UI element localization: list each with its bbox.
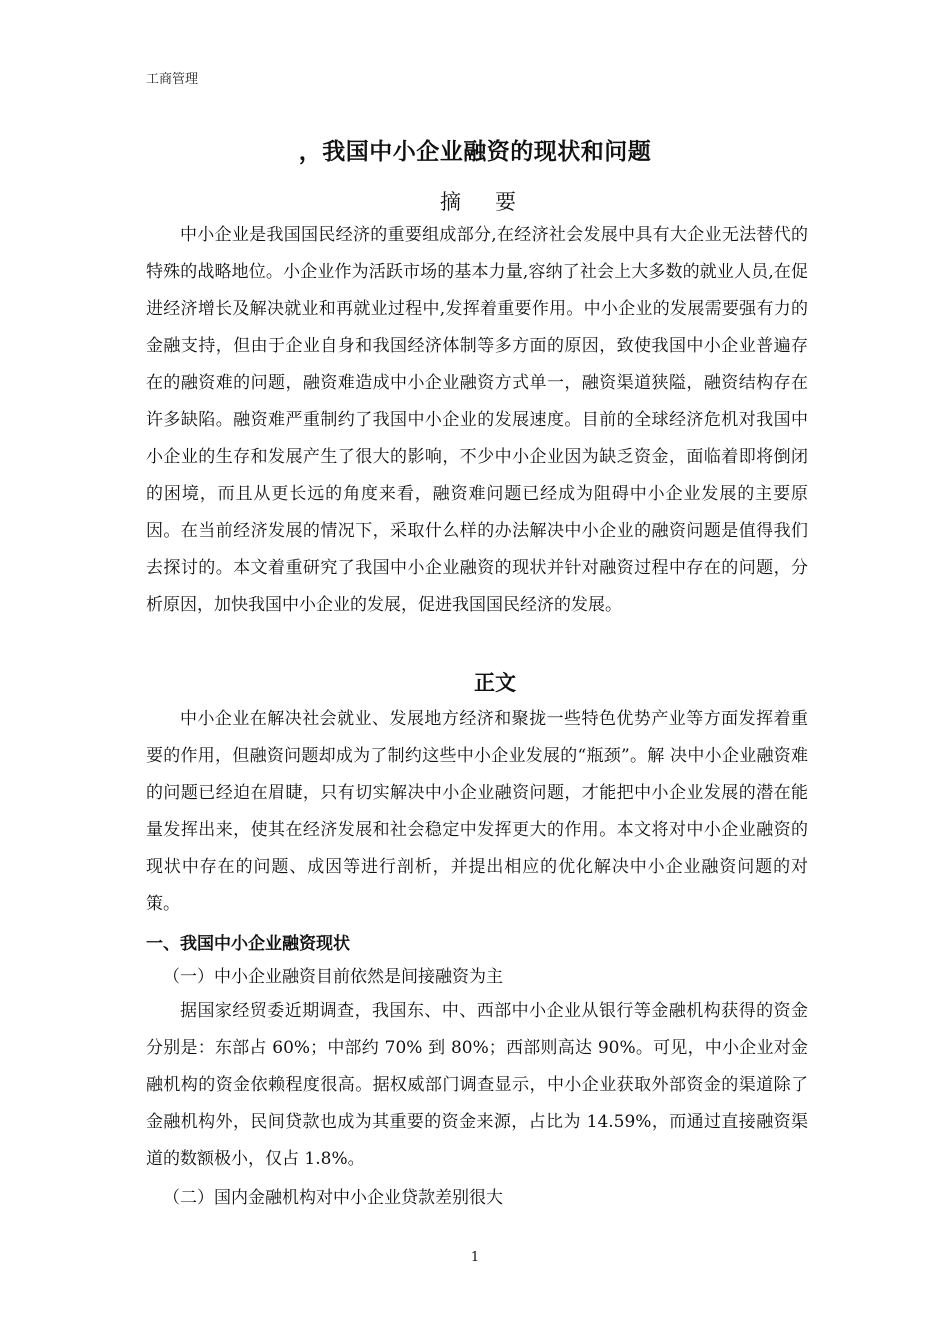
subsection-1-heading: （一）中小企业融资目前依然是间接融资为主 <box>163 967 503 987</box>
subsection-2-heading: （二）国内金融机构对中小企业贷款差别很大 <box>163 1188 503 1208</box>
document-title: ，我国中小企业融资的现状和问题 <box>298 139 652 165</box>
body-heading: 正文 <box>474 671 516 695</box>
page-number: 1 <box>470 1250 480 1265</box>
abstract-heading <box>0 186 950 216</box>
subsection-1-paragraph: 据国家经贸委近期调查，我国东、中、西部中小企业从银行等金融机构获得的资金分别是：东部占 60%；中部约 70% 到 80%；西部则高达 90%。可见，中小企业对金融机构的资金依赖程度很高。据权威部门调查显示，中小企业获取外部资金的渠道除了金融机构外，民间贷款也成为其重要的资金来源，占比为 14.59%，而通过直接融资渠道的数额极小，仅占 1.8%。 <box>146 1001 808 1169</box>
abstract-heading-text: 摘要 <box>440 190 550 214</box>
section-1-heading: 一、我国中小企业融资现状 <box>146 934 350 954</box>
document-header: 工商管理 <box>146 72 199 87</box>
abstract-paragraph: 中小企业是我国国民经济的重要组成部分,在经济社会发展中具有大企业无法替代的特殊的战略地位。小企业作为活跃市场的基本力量,容纳了社会上大多数的就业人员,在促进经济增长及解决就业和再就业过程中,发挥着重要作用。中小企业的发展需要强有力的金融支持，但由于企业自身和我国经济体制等多方面的原因，致使我国中小企业普遍存在的融资难的问题，融资难造成中小企业融资方式单一，融资渠道狭隘，融资结构存在许多缺陷。融资难严重制约了我国中小企业的发展速度。目前的全球经济危机对我国中小企业的生存和发展产生了很大的影响，不少中小企业因为缺乏资金，面临着即将倒闭的困境，而且从更长远的角度来看，融资难问题已经成为阻碍中小企业发展的主要原因。在当前经济发展的情况下，采取什么样的办法解决中小企业的融资问题是值得我们去探讨的。本文着重研究了我国中小企业融资的现状并针对融资过程中存在的问题，分析原因，加快我国中小企业的发展，促进我国国民经济的发展。 <box>146 225 808 615</box>
body-intro-paragraph: 中小企业在解决社会就业、发展地方经济和聚拢一些特色优势产业等方面发挥着重要的作用，但融资问题却成为了制约这些中小企业发展的“瓶颈”。解 决中小企业融资难的问题已经迫在眉睫，只有切实解决中小企业融资问题，才能把中小企业发展的潜在能量发挥出来，使其在经济发展和社会稳定中发挥更大的作用。本文将对中小企业融资的现状中存在的问题、成因等进行剖析，并提出相应的优化解决中小企业融资问题的对策。 <box>146 709 808 914</box>
